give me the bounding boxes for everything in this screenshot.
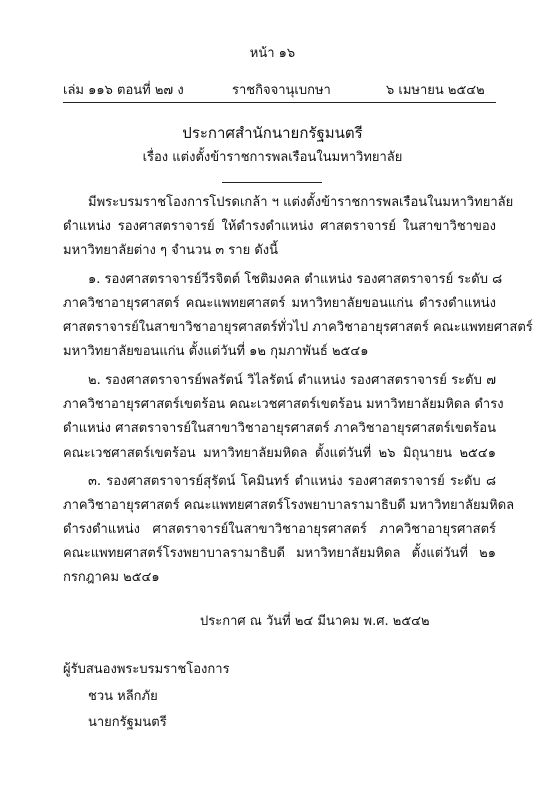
appointment-item-2: คณะเวชศาสตร์เขตร้อน มหาวิทยาลัยมหิดล ตั้งแต่วันที่ ๒๖ มิถุนายน ๒๕๔๑ <box>63 446 496 461</box>
appointment-item-3: กรกฎาคม ๒๕๔๑ <box>63 570 160 585</box>
appointment-item-3: คณะแพทยศาสตร์โรงพยาบาลรามาธิบดี มหาวิทยาลัยมหิดล ตั้งแต่วันที่ ๒๑ <box>63 546 496 561</box>
appointment-item-2: ดำแหน่ง ศาสตราจารย์ในสาขาวิชาอายุรศาสตร์ ภาควิชาอายุรศาสตร์เขตร้อน <box>63 421 496 436</box>
appointment-item-1: ภาควิชาอายุรศาสตร์ คณะแพทยศาสตร์ มหาวิทยาลัยขอนแก่น ดำรงดำแหน่ง <box>63 296 496 311</box>
document-subject: เรื่อง แต่งตั้งข้าราชการพลเรือนในมหาวิทยาลัย <box>142 150 403 165</box>
appointment-item-3: ดำรงดำแหน่ง ศาสตราจารย์ในสาขาวิชาอายุรศาสตร์ ภาควิชาอายุรศาสตร์ <box>63 522 496 537</box>
appointment-item-2: ๒. รองศาสตราจารย์พลรัตน์ วิไลรัตน์ ตำแหน่ง รองศาสตราจารย์ ระดับ ๗ <box>88 373 496 388</box>
gazette-name: ราชกิจจานุเบกษา <box>232 83 331 98</box>
document-title: ประกาศสำนักนายกรัฐมนตรี <box>182 124 363 142</box>
signatory-name: ชวน หลีกภัย <box>88 689 158 704</box>
intro-line: มหาวิทยาลัยต่าง ๆ จำนวน ๓ ราย ดังนี้ <box>63 243 278 258</box>
page-number: หน้า ๑๖ <box>249 46 296 61</box>
intro-line: ดำแหน่ง รองศาสตราจารย์ ให้ดำรงดำแหน่ง ศาสตราจารย์ ในสาขาวิชาของ <box>63 219 496 234</box>
issue-date: ๖ เมษายน ๒๕๔๒ <box>386 83 485 98</box>
volume-issue: เล่ม ๑๑๖ ตอนที่ ๒๗ ง <box>63 83 184 98</box>
appointment-item-2: ภาควิชาอายุรศาสตร์เขตร้อน คณะเวชศาสตร์เขตร้อน มหาวิทยาลัยมหิดล ดำรง <box>63 397 504 412</box>
signatory-position: นายกรัฐมนตรี <box>88 715 167 730</box>
announcement-date: ประกาศ ณ วันที่ ๒๔ มีนาคม พ.ศ. ๒๕๔๒ <box>200 614 430 629</box>
countersign-label: ผู้รับสนองพระบรมราชโองการ <box>63 662 230 677</box>
appointment-item-1: ศาสตราจารย์ในสาขาวิชาอายุรศาสตร์ทั่วไป ภาควิชาอายุรศาสตร์ คณะแพทยศาสตร์ <box>63 320 533 335</box>
appointment-item-3: ภาควิชาอายุรศาสตร์ คณะแพทยศาสตร์โรงพยาบาลรามาธิบดี มหาวิทยาลัยมหิดล <box>63 498 515 513</box>
appointment-item-3: ๓. รองศาสตราจารย์สุรัตน์ โคมินทร์ ตำแหน่ง รองศาสตราจารย์ ระดับ ๘ <box>88 474 496 489</box>
title-divider <box>222 182 322 183</box>
intro-line: มีพระบรมราชโองการโปรดเกล้า ฯ แต่งตั้งข้าราชการพลเรือนในมหาวิทยาลัย <box>88 195 514 210</box>
appointment-item-1: มหาวิทยาลัยขอนแก่น ตั้งแต่วันที่ ๑๒ กุมภาพันธ์ ๒๕๔๑ <box>63 344 369 359</box>
header-rule <box>63 102 496 103</box>
appointment-item-1: ๑. รองศาสตราจารย์วีรจิตต์ โชติมงคล ตำแหน่ง รองศาสตราจารย์ ระดับ ๘ <box>88 272 503 287</box>
